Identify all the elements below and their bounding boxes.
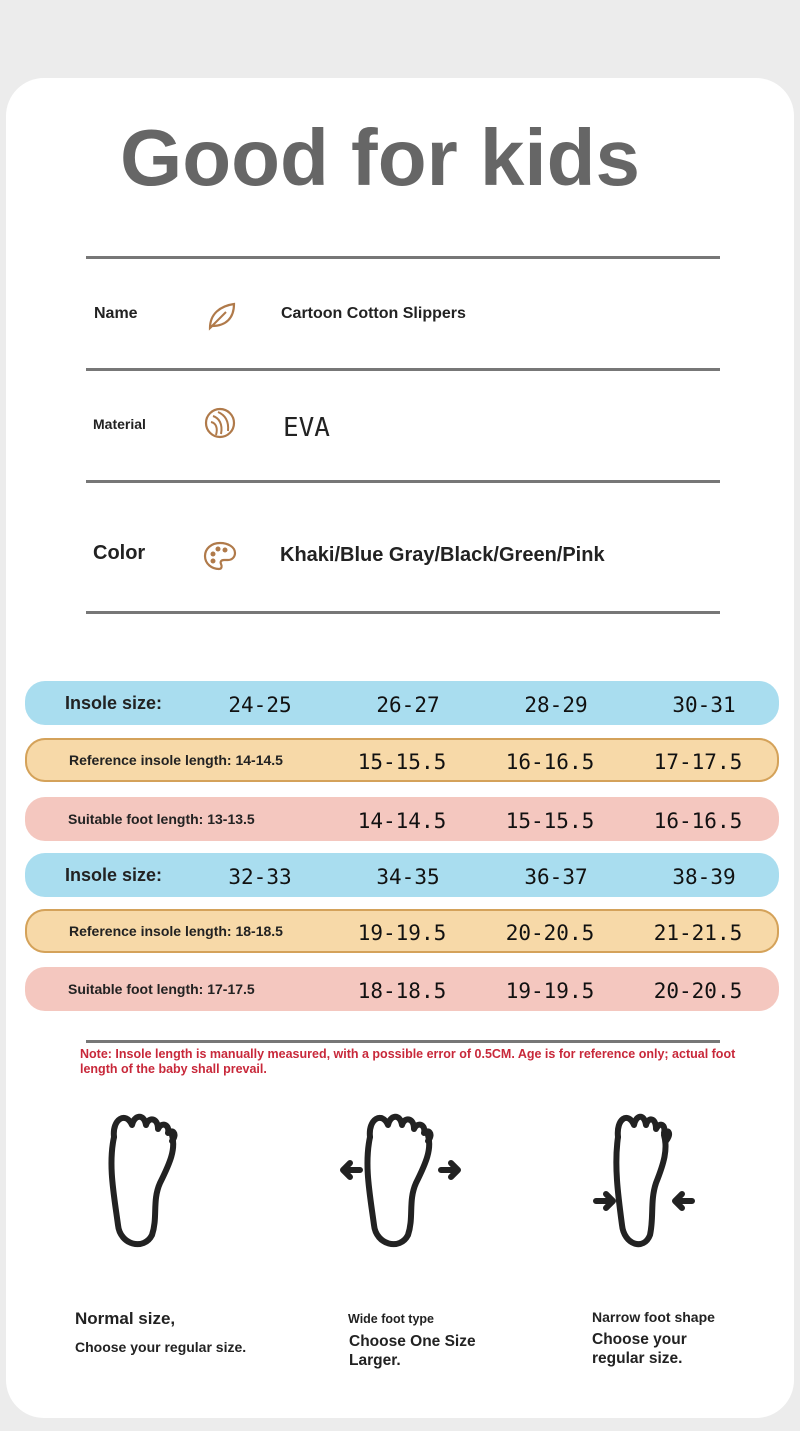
size-cell: 21-21.5 xyxy=(653,921,743,945)
material-label: Material xyxy=(93,416,146,432)
size-cell: 38-39 xyxy=(672,865,736,889)
color-value: Khaki/Blue Gray/Black/Green/Pink xyxy=(280,544,605,566)
size-cell: 19-19.5 xyxy=(357,921,447,945)
size-cell: 32-33 xyxy=(228,865,292,889)
insole-size-label: Insole size: xyxy=(65,693,163,713)
divider xyxy=(86,480,720,483)
divider xyxy=(86,368,720,371)
divider xyxy=(86,611,720,614)
size-cell: 28-29 xyxy=(524,693,588,717)
insole-size-row xyxy=(25,853,779,897)
measurement-note: Note: Insole length is manually measured, with a possible error of 0.5CM. Age is for reference only; actual foot length of the baby shall prevail. xyxy=(80,1047,736,1076)
size-cell: 34-35 xyxy=(376,865,440,889)
narrow-foot-icon xyxy=(590,1105,700,1255)
size-cell: 30-31 xyxy=(672,693,736,717)
leaf-icon xyxy=(204,300,238,332)
wide-foot-desc: Choose One Size Larger. xyxy=(349,1333,476,1369)
normal-foot-title: Normal size, xyxy=(75,1309,176,1328)
foot-length-label: Suitable foot length: 17-17.5 xyxy=(68,981,255,997)
wide-foot-title: Wide foot type xyxy=(348,1312,434,1326)
wide-foot-icon xyxy=(338,1105,463,1255)
size-cell: 18-18.5 xyxy=(357,979,447,1003)
size-cell: 20-20.5 xyxy=(653,979,743,1003)
foot-length-row xyxy=(25,967,779,1011)
insole-size-label: Insole size: xyxy=(65,865,163,885)
size-cell: 36-37 xyxy=(524,865,588,889)
palette-icon xyxy=(203,540,237,572)
size-cell: 15-15.5 xyxy=(357,750,447,774)
foot-length-row xyxy=(25,797,779,841)
narrow-foot-desc: Choose your regular size. xyxy=(592,1331,687,1367)
size-cell: 16-16.5 xyxy=(505,750,595,774)
size-cell: 15-15.5 xyxy=(505,809,595,833)
name-label: Name xyxy=(94,305,138,322)
material-swirl-icon xyxy=(203,406,237,440)
size-cell: 26-27 xyxy=(376,693,440,717)
divider xyxy=(86,1040,720,1043)
size-cell: 14-14.5 xyxy=(357,809,447,833)
size-cell: 24-25 xyxy=(228,693,292,717)
name-value: Cartoon Cotton Slippers xyxy=(281,305,466,322)
insole-size-row xyxy=(25,681,779,725)
reference-insole-row xyxy=(25,909,779,953)
color-label: Color xyxy=(93,542,146,564)
reference-insole-label: Reference insole length: 18-18.5 xyxy=(69,923,283,939)
reference-insole-row xyxy=(25,738,779,782)
size-cell: 19-19.5 xyxy=(505,979,595,1003)
material-value: EVA xyxy=(283,413,330,443)
size-cell: 16-16.5 xyxy=(653,809,743,833)
normal-foot-icon xyxy=(100,1105,190,1255)
size-cell: 17-17.5 xyxy=(653,750,743,774)
reference-insole-label: Reference insole length: 14-14.5 xyxy=(69,752,283,768)
narrow-foot-title: Narrow foot shape xyxy=(592,1309,715,1325)
page-title: Good for kids xyxy=(120,113,640,202)
normal-foot-desc: Choose your regular size. xyxy=(75,1339,247,1355)
divider xyxy=(86,256,720,259)
foot-length-label: Suitable foot length: 13-13.5 xyxy=(68,811,255,827)
size-cell: 20-20.5 xyxy=(505,921,595,945)
